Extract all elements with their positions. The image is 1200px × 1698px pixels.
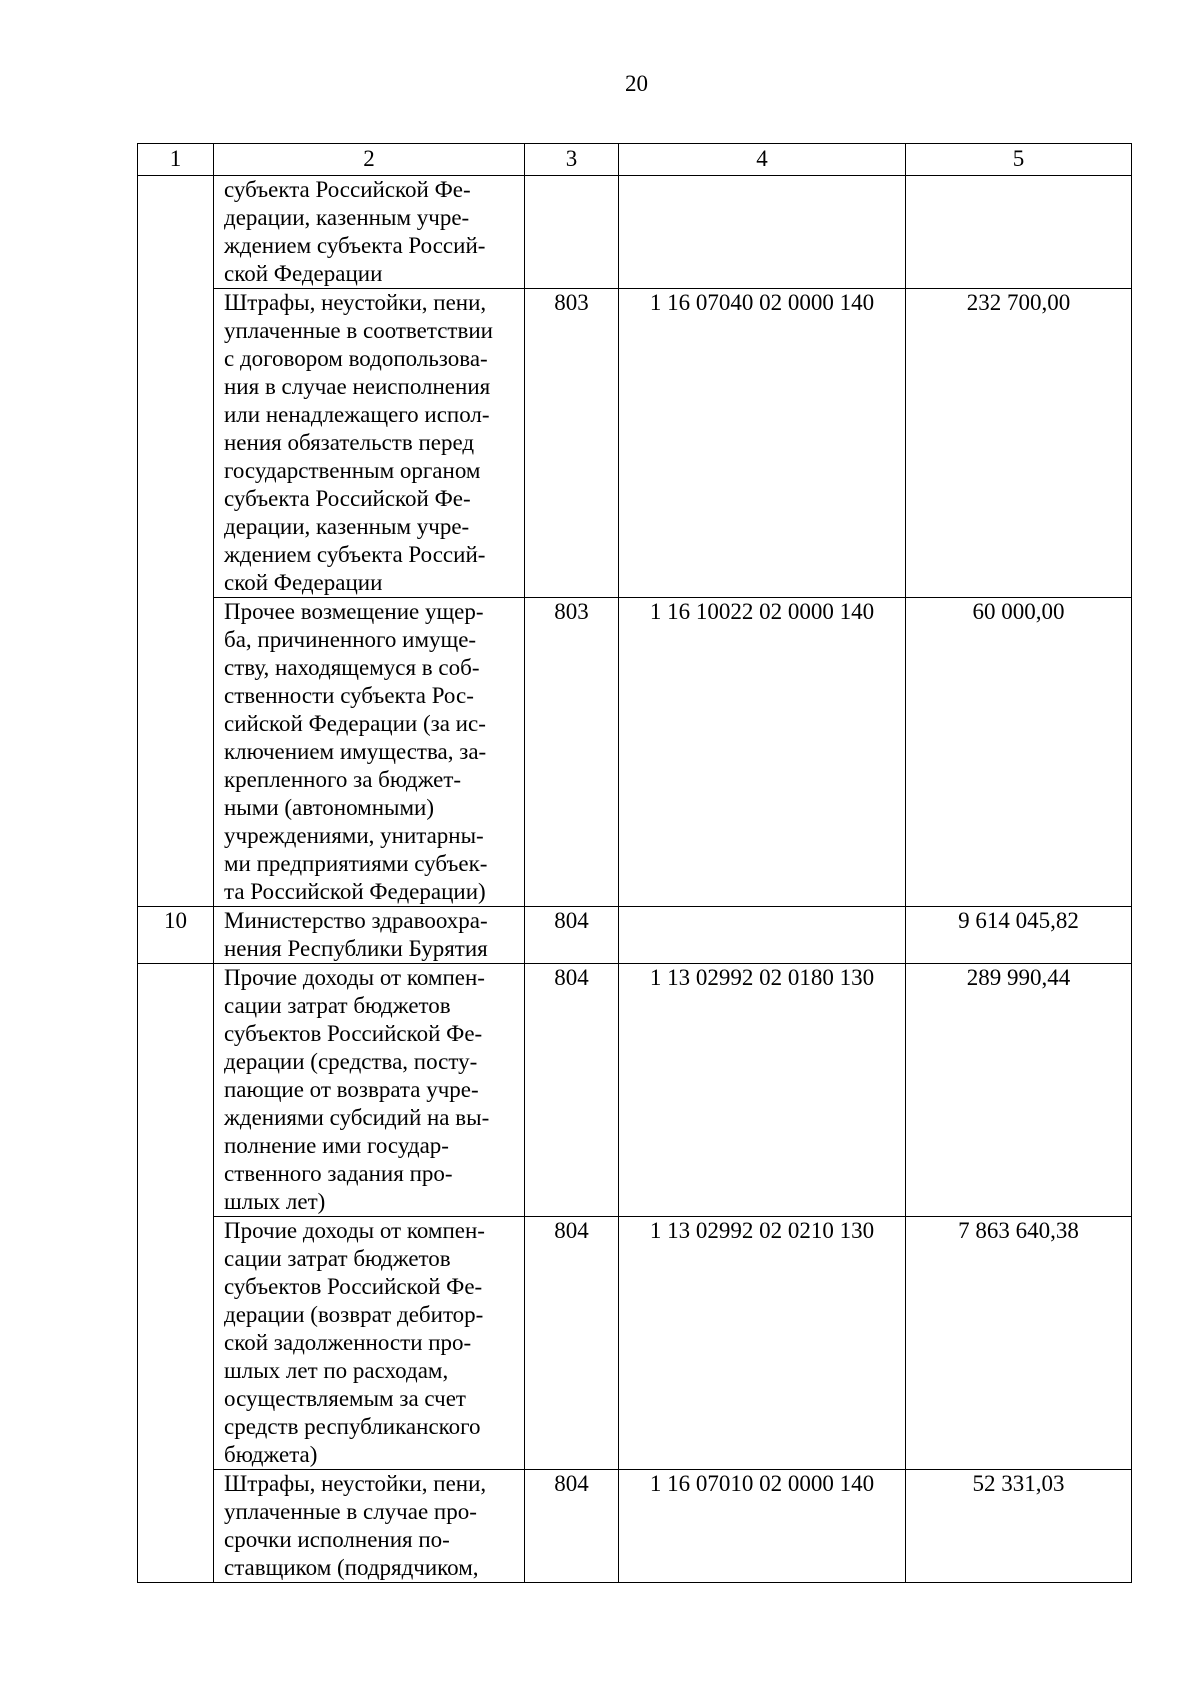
description-line: уплаченные в соответствии — [224, 318, 493, 343]
description-line: ми предприятиями субъек- — [224, 851, 488, 876]
cell-amount: 9 614 045,82 — [906, 907, 1132, 964]
description-line: ставщиком (подрядчиком, — [224, 1555, 479, 1580]
description-line: ждениями субсидий на вы- — [224, 1105, 490, 1130]
description-line: ключением имущества, за- — [224, 739, 487, 764]
header-col-1: 1 — [138, 144, 214, 176]
table-header-row — [138, 144, 1132, 176]
description-line: сийской Федерации (за ис- — [224, 711, 486, 736]
cell-admin-code: 804 — [525, 964, 619, 1217]
cell-amount: 60 000,00 — [906, 598, 1132, 907]
description-line: шлых лет) — [224, 1189, 326, 1214]
cell-amount: 232 700,00 — [906, 289, 1132, 598]
cell-budget-code: 1 16 10022 02 0000 140 — [619, 598, 906, 907]
cell-budget-code: 1 13 02992 02 0210 130 — [619, 1217, 906, 1470]
table-row — [138, 289, 1132, 598]
cell-description — [214, 176, 525, 289]
description-line: дерации (средства, посту- — [224, 1049, 478, 1074]
description-line: субъектов Российской Фе- — [224, 1274, 483, 1299]
cell-budget-code: 1 16 07010 02 0000 140 — [619, 1470, 906, 1583]
description-line: уплаченные в случае про- — [224, 1499, 477, 1524]
description-line: дерации, казенным учре- — [224, 205, 470, 230]
description-line: ными (автономными) — [224, 795, 434, 820]
description-line: Штрафы, неустойки, пени, — [224, 1471, 487, 1496]
cell-budget-code — [619, 907, 906, 964]
description-line: осуществляемым за счет — [224, 1386, 466, 1411]
cell-amount — [906, 176, 1132, 289]
cell-budget-code — [619, 176, 906, 289]
table-row — [138, 964, 1132, 1217]
cell-admin-code: 804 — [525, 1217, 619, 1470]
cell-amount: 289 990,44 — [906, 964, 1132, 1217]
description-line: Прочие доходы от компен- — [224, 965, 485, 990]
cell-budget-code: 1 16 07040 02 0000 140 — [619, 289, 906, 598]
description-line: Прочее возмещение ущер- — [224, 599, 484, 624]
description-line: субъектов Российской Фе- — [224, 1021, 483, 1046]
cell-description — [214, 289, 525, 598]
description-line: Министерство здравоохра- — [224, 908, 488, 933]
description-line: ственности субъекта Рос- — [224, 683, 474, 708]
cell-description — [214, 1470, 525, 1583]
description-line: шлых лет по расходам, — [224, 1358, 449, 1383]
cell-admin-code: 804 — [525, 1470, 619, 1583]
cell-amount: 7 863 640,38 — [906, 1217, 1132, 1470]
description-line: пающие от возврата учре- — [224, 1077, 479, 1102]
description-line: Прочие доходы от компен- — [224, 1218, 485, 1243]
header-col-3: 3 — [525, 144, 619, 176]
description-line: ждением субъекта Россий- — [224, 233, 486, 258]
description-line: средств республиканского — [224, 1414, 481, 1439]
cell-admin-code: 803 — [525, 598, 619, 907]
header-col-2: 2 — [214, 144, 525, 176]
page-number: 20 — [625, 71, 648, 96]
table-row — [138, 907, 1132, 964]
description-line: сации затрат бюджетов — [224, 1246, 451, 1271]
cell-description — [214, 907, 525, 964]
cell-description — [214, 1217, 525, 1470]
table-body — [138, 176, 1132, 1583]
description-line: ба, причиненного имуще- — [224, 627, 477, 652]
description-line: ственного задания про- — [224, 1161, 453, 1186]
description-line: нения Республики Бурятия — [224, 936, 488, 961]
cell-budget-code: 1 13 02992 02 0180 130 — [619, 964, 906, 1217]
description-line: Штрафы, неустойки, пени, — [224, 290, 487, 315]
description-line: субъекта Российской Фе- — [224, 177, 471, 202]
description-line: ской Федерации — [224, 261, 383, 286]
table-row — [138, 1470, 1132, 1583]
description-line: полнение ими государ- — [224, 1133, 449, 1158]
description-line: ству, находящемуся в соб- — [224, 655, 480, 680]
description-line: с договором водопользова- — [224, 346, 488, 371]
header-col-4: 4 — [619, 144, 906, 176]
cell-admin-code: 804 — [525, 907, 619, 964]
description-line: срочки исполнения по- — [224, 1527, 450, 1552]
description-line: учреждениями, унитарны- — [224, 823, 484, 848]
table-row — [138, 176, 1132, 289]
table-row — [138, 1217, 1132, 1470]
table-row — [138, 598, 1132, 907]
cell-number — [138, 964, 214, 1583]
cell-amount: 52 331,03 — [906, 1470, 1132, 1583]
cell-description — [214, 964, 525, 1217]
cell-number — [138, 176, 214, 907]
header-col-5: 5 — [906, 144, 1132, 176]
description-line: ждением субъекта Россий- — [224, 542, 486, 567]
description-line: ской Федерации — [224, 570, 383, 595]
description-line: субъекта Российской Фе- — [224, 486, 471, 511]
description-line: или ненадлежащего испол- — [224, 402, 490, 427]
cell-description — [214, 598, 525, 907]
cell-admin-code: 803 — [525, 289, 619, 598]
cell-number: 10 — [138, 907, 214, 964]
description-line: сации затрат бюджетов — [224, 993, 451, 1018]
description-line: дерации, казенным учре- — [224, 514, 470, 539]
revenue-table — [137, 143, 1132, 1583]
description-line: нения обязательств перед — [224, 430, 475, 455]
description-line: та Российской Федерации) — [224, 879, 486, 904]
cell-admin-code — [525, 176, 619, 289]
description-line: ния в случае неисполнения — [224, 374, 491, 399]
description-line: дерации (возврат дебитор- — [224, 1302, 484, 1327]
description-line: крепленного за бюджет- — [224, 767, 462, 792]
description-line: бюджета) — [224, 1442, 318, 1467]
description-line: ской задолженности про- — [224, 1330, 472, 1355]
description-line: государственным органом — [224, 458, 481, 483]
